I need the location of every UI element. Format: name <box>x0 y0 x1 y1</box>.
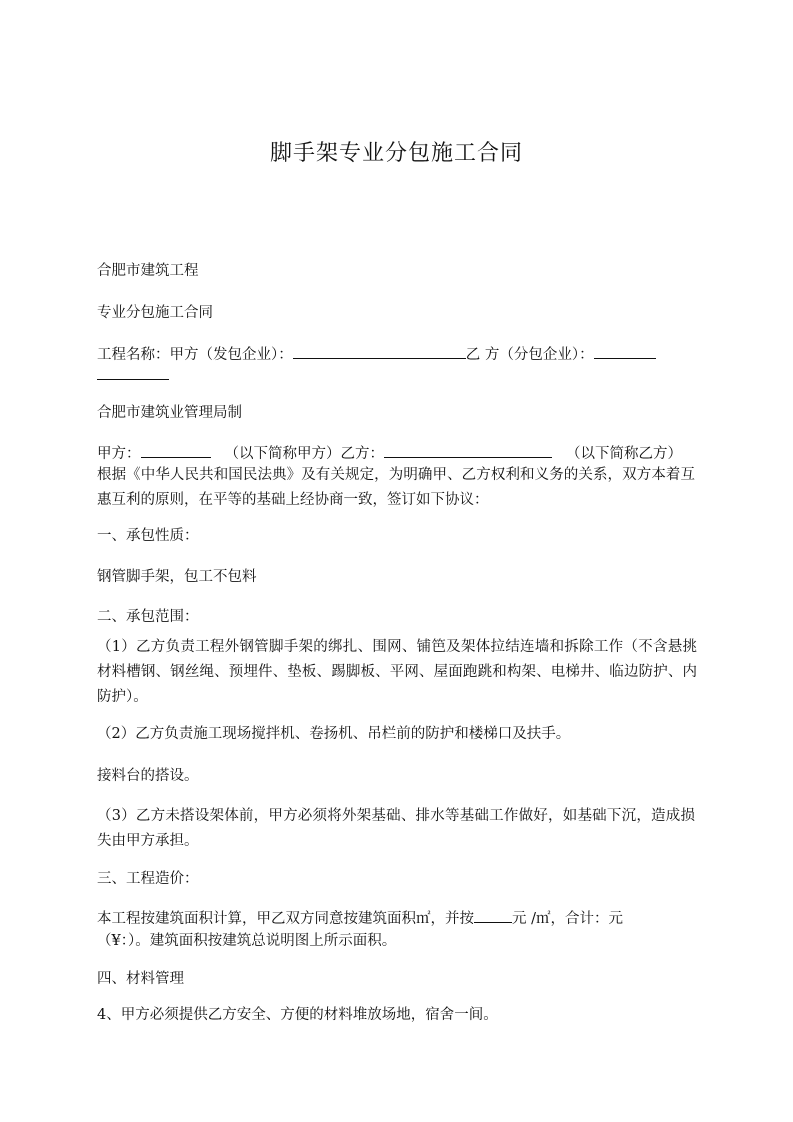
party-a-blank[interactable] <box>293 344 466 359</box>
section-2-item-3: （3）乙方未搭设架体前，甲方必须将外架基础、排水等基础工作做好，如基础下沉，造成损失由甲方承担。 <box>97 808 695 849</box>
price-text-2: 元 /㎡，合计：元 <box>512 911 623 927</box>
party-b-short-blank[interactable] <box>384 443 552 458</box>
party-a-short-label: 甲方： <box>97 446 141 462</box>
party-b-blank-continued[interactable] <box>97 365 169 380</box>
section-3-price-continued: （¥：）。建筑面积按建筑总说明图上所示面积。 <box>97 933 397 949</box>
section-2-item-2: （2）乙方负责施工现场搅拌机、卷扬机、吊栏前的防护和楼梯口及扶手。 <box>97 726 571 742</box>
party-b-alias-text: （以下简称乙方） <box>566 446 682 462</box>
project-name-continuation <box>97 364 697 389</box>
party-b-blank[interactable] <box>594 344 656 359</box>
unit-price-blank[interactable] <box>474 908 512 923</box>
issuer-line: 合肥市建筑工程 <box>97 263 199 279</box>
document-title: 脚手架专业分包施工合同 <box>269 141 523 166</box>
section-1-content: 钢管脚手架，包工不包料 <box>97 569 257 585</box>
section-4-heading: 四、材料管理 <box>97 971 184 987</box>
contract-type-line: 专业分包施工合同 <box>97 305 213 321</box>
authority-line: 合肥市建筑业管理局制 <box>97 405 242 421</box>
party-b-label: 乙 方（分包企业）： <box>465 347 594 363</box>
section-4-content: 4、甲方必须提供乙方安全、方便的材料堆放场地，宿舍一间。 <box>97 1007 498 1023</box>
section-1-heading: 一、承包性质： <box>97 528 199 544</box>
section-3-heading: 三、工程造价： <box>97 871 199 887</box>
section-2-heading: 二、承包范围： <box>97 609 199 625</box>
price-text-1: 本工程按建筑面积计算，甲乙双方同意按建筑面积㎡，并按 <box>97 911 474 927</box>
party-a-short-blank[interactable] <box>141 443 211 458</box>
preamble-paragraph: 根据《中华人民共和国民法典》及有关规定，为明确甲、乙方权利和义务的关系，双方本着互惠互利的原则，在平等的基础上经协商一致，签订如下协议： <box>97 467 695 508</box>
section-2-item-2-continued: 接料台的搭设。 <box>97 768 199 784</box>
party-a-label: 工程名称：甲方（发包企业）： <box>97 347 293 363</box>
section-2-item-1: （1）乙方负责工程外钢管脚手架的绑扎、围网、铺笆及架体拉结连墙和拆除工作（不含悬挑材料槽钢、钢丝绳、预埋件、垫板、踢脚板、平网、屋面跑跳和构架、电梯井、临边防护、内防护）。 <box>97 639 697 705</box>
party-a-alias-text: （以下简称甲方）乙方： <box>224 446 384 462</box>
